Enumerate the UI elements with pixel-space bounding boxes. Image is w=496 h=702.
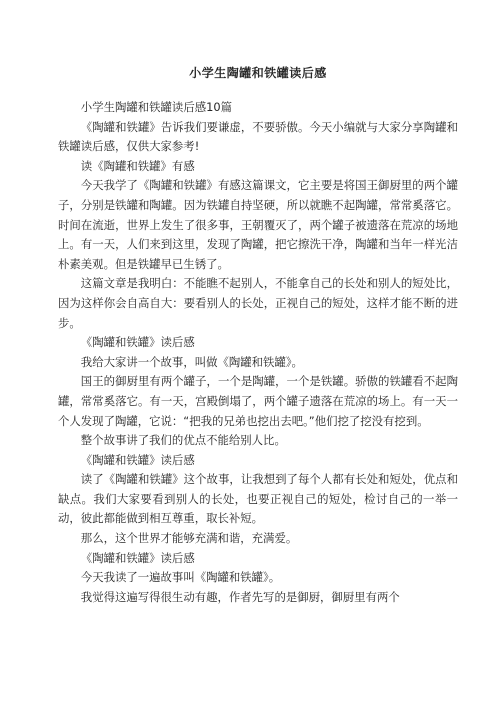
paragraph: 今天我学了《陶罐和铁罐》有感这篇课文，它主要是将国王御厨里的两个罐子，分别是铁罐和陶罐。因为铁罐自持坚硬，所以就瞧不起陶罐，常常奚落它。时间在流逝，世界上发生了很多事，王朝覆灭了，两个罐子被遗落在荒凉的场地上。有一天，人们来到这里，发现了陶罐，把它擦洗干净，陶罐和当年一样光洁朴素美观。但是铁罐早已生锈了。 [58,178,458,271]
document-title: 小学生陶罐和铁罐读后感 [189,66,327,80]
section-heading: 《陶罐和铁罐》读后感 [80,452,195,467]
paragraph: 我给大家讲一个故事，叫做《陶罐和铁罐》。 [80,354,303,369]
paragraph: 这篇文章是我明白：不能瞧不起别人，不能拿自己的长处和别人的短处比，因为这样你会自高自大：要看别人的长处，正视自己的短处，这样才能不断的进步。 [58,276,458,330]
section-heading: 《陶罐和铁罐》读后感 [80,550,195,565]
paragraph: 那么，这个世界才能够充满和谐，充满爱。 [80,531,298,546]
section-heading: 《陶罐和铁罐》读后感 [80,335,195,350]
paragraph: 今天我读了一遍故事叫《陶罐和铁罐》。 [80,570,281,585]
paragraph: 读了《陶罐和铁罐》这个故事，让我想到了每个人都有长处和短处，优点和缺点。我们大家要看到别人的长处，也要正视自己的短处，检讨自己的一举一动，彼此都能做到相互尊重，取长补短。 [58,472,458,526]
paragraph: 我觉得这遍写得很生动有趣，作者先写的是御厨，御厨里有两个 [80,589,400,604]
paragraph-subtitle: 小学生陶罐和铁罐读后感10篇 [80,100,232,114]
paragraph: 国王的御厨里有两个罐子，一个是陶罐，一个是铁罐。骄傲的铁罐看不起陶罐，常常奚落它。有一天，宫殿倒塌了，两个罐子遗落在荒凉的场上。有一天一个人发现了陶罐，它说：“把我的兄弟也挖出去吧。”他们挖了挖没有挖到。 [58,374,458,428]
section-heading: 读《陶罐和铁罐》有感 [80,158,195,173]
paragraph-intro: 《陶罐和铁罐》告诉我们要谦虚，不要骄傲。今天小编就与大家分享陶罐和铁罐读后感，仅供大家参考! [58,119,458,154]
paragraph: 整个故事讲了我们的优点不能给别人比。 [80,433,286,448]
